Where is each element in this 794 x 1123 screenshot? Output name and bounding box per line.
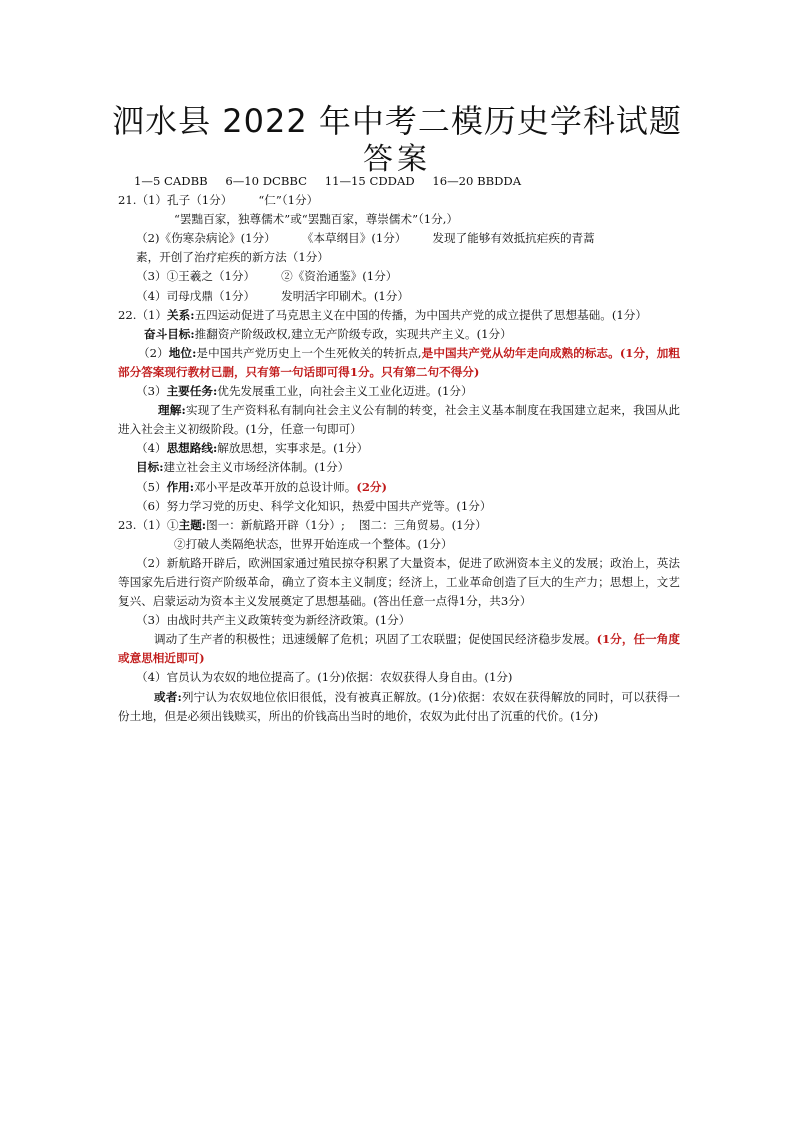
q22-5-text: 邓小平是改革开放的总设计师。: [194, 479, 357, 494]
q22-part-3: [118, 382, 680, 401]
q22-part-4: [118, 439, 680, 458]
q23-number: 23.（1）①: [118, 517, 179, 532]
q22-part-5: [118, 478, 680, 497]
q21-line-5: [118, 267, 680, 286]
q21-2-answer-a: （2)《伤寒杂病论》(1分）: [136, 231, 276, 246]
q22-2-scoring-note: 是中国共产党从幼年走向成熟的标志。(1分，加粗部分答案现行教材已删，只有第一句话即可得1分。只有第二句不得分): [118, 345, 680, 379]
choice-answer-group: 6—10 DCBBC: [225, 174, 308, 188]
q22-5-key: 作用:: [166, 479, 195, 494]
choice-answer-group: 11—15 CDDAD: [324, 174, 415, 188]
q21-2-answer-c: 发现了能够有效抵抗疟疾的青蒿: [432, 231, 595, 246]
choice-answer-group: 1—5 CADBB: [134, 174, 208, 188]
q23-1-text-b: 图二：三角贸易。(1分）: [358, 517, 487, 532]
q23-1-key: 主题:: [178, 517, 207, 532]
q22-4b-key: 目标:: [136, 460, 164, 475]
q23-4b-key: 或者:: [154, 689, 182, 704]
q22-part-4b: [118, 458, 680, 477]
q21-line-1: [118, 191, 680, 210]
q21-2-answer-b: 《本草纲目》(1分）: [301, 231, 407, 246]
q23-part-3b: [118, 630, 680, 668]
q23-3b-text: 调动了生产者的积极性；迅速缓解了危机；巩固了工农联盟；促使国民经济稳步发展。: [154, 632, 597, 647]
q22-3-number: （3）: [136, 384, 167, 399]
q22-2-number: （2）: [138, 345, 169, 360]
q22-2-key: 地位:: [168, 345, 197, 360]
q21-1-answer-b: “仁”（1分）: [258, 193, 319, 208]
q22-4-text: 解放思想，实事求是。(1分）: [217, 441, 369, 456]
q22-5-score: (2分): [356, 479, 388, 494]
q23-part-2: （2）新航路开辟后，欧洲国家通过殖民掠夺积累了大量资本，促进了欧洲资本主义的发展；政治上，英法等国家先后进行资产阶级革命，确立了资本主义制度；经济上，工业革命创造了巨大的生产力；思想上，文艺复兴、启蒙运动为资本主义发展奠定了思想基础。(答出任意一点得1分，共3分）: [118, 555, 680, 609]
q22-4b-text: 建立社会主义市场经济体制。(1分）: [163, 460, 350, 475]
choice-answer-group: 16—20 BBDDA: [432, 174, 522, 188]
q21-line-3: [118, 229, 680, 248]
q22-4-key: 思想路线:: [166, 441, 218, 456]
q22-1-key: 关系:: [167, 307, 195, 322]
q21-line-2: “罢黜百家，独尊儒术”或“罢黜百家，尊崇儒术”（1分,）: [174, 212, 459, 227]
q23-line-2: ②打破人类隔绝状态，世界开始连成一个整体。(1分）: [174, 536, 453, 551]
q22-3b-key: 理解:: [158, 403, 186, 418]
document-title: 泗水县 2022 年中考二模历史学科试题: [112, 102, 682, 140]
q22-number: 22.（1）: [118, 307, 168, 322]
q22-1b-key: 奋斗目标:: [144, 326, 195, 341]
q22-1b-text: 推翻资产阶级政权,建立无产阶级专政，实现共产主义。(1分）: [194, 326, 512, 341]
q23-part-4: （4）官员认为农奴的地位提高了。(1分)依据：农奴获得人身自由。(1分): [136, 670, 513, 685]
q22-part-6: （6）努力学习党的历史、科学文化知识，热爱中国共产党等。(1分）: [136, 498, 492, 513]
q21-3-answer-a: （3）①王羲之（1分）: [136, 269, 256, 284]
q23-part-4b: [118, 688, 680, 726]
q23-1-text-a: 图一：新航路开辟（1分）;: [206, 517, 345, 532]
choice-answers-line: [118, 172, 680, 191]
q22-part-2: [118, 344, 680, 382]
q21-4-answer-a: （4）司母戊鼎（1分）: [136, 288, 256, 303]
q22-3-key: 主要任务:: [166, 384, 218, 399]
q22-2-text: 是中国共产党历史上一个生死攸关的转折点,: [196, 345, 422, 360]
q21-line-4: 素，开创了治疗疟疾的新方法（1分）: [136, 250, 329, 265]
q23-part-3: （3）由战时共产主义政策转变为新经济政策。(1分）: [136, 613, 411, 628]
q22-3-text: 优先发展重工业，向社会主义工业化迈进。(1分）: [217, 384, 473, 399]
document-subtitle: 答案: [363, 142, 431, 177]
q21-4-answer-b: 发明活字印刷术。(1分）: [281, 288, 409, 303]
q23-4b-text: 列宁认为农奴地位依旧很低，没有被真正解放。(1分)依据：农奴在获得解放的同时，可以获得一份土地，但是必须出钱赎买，所出的价钱高出当时的地价，农奴为此付出了沉重的代价。(1分): [118, 689, 681, 723]
q23-line-1: [118, 516, 680, 535]
q22-part-1b: [118, 325, 680, 344]
q22-1-text: 五四运动促进了马克思主义在中国的传播，为中国共产党的成立提供了思想基础。(1分）: [194, 307, 647, 322]
q22-part-3b: [118, 401, 680, 439]
q22-4-number: （4）: [136, 441, 167, 456]
q23-3b-scoring-note: (1分，任一角度或意思相近即可): [118, 632, 680, 666]
q22-5-number: （5）: [136, 479, 167, 494]
q21-1-answer: 21.（1）孔子（1分）: [118, 193, 233, 208]
q21-line-6: [118, 287, 680, 306]
q21-3-answer-b: ②《资治通鉴》(1分）: [281, 269, 398, 284]
answer-body: [118, 172, 680, 726]
q22-3b-text: 实现了生产资料私有制向社会主义公有制的转变，社会主义基本制度在我国建立起来，我国从此进入社会主义初级阶段。(1分，任意一句即可）: [118, 403, 680, 437]
q22-part-1: [118, 306, 680, 325]
